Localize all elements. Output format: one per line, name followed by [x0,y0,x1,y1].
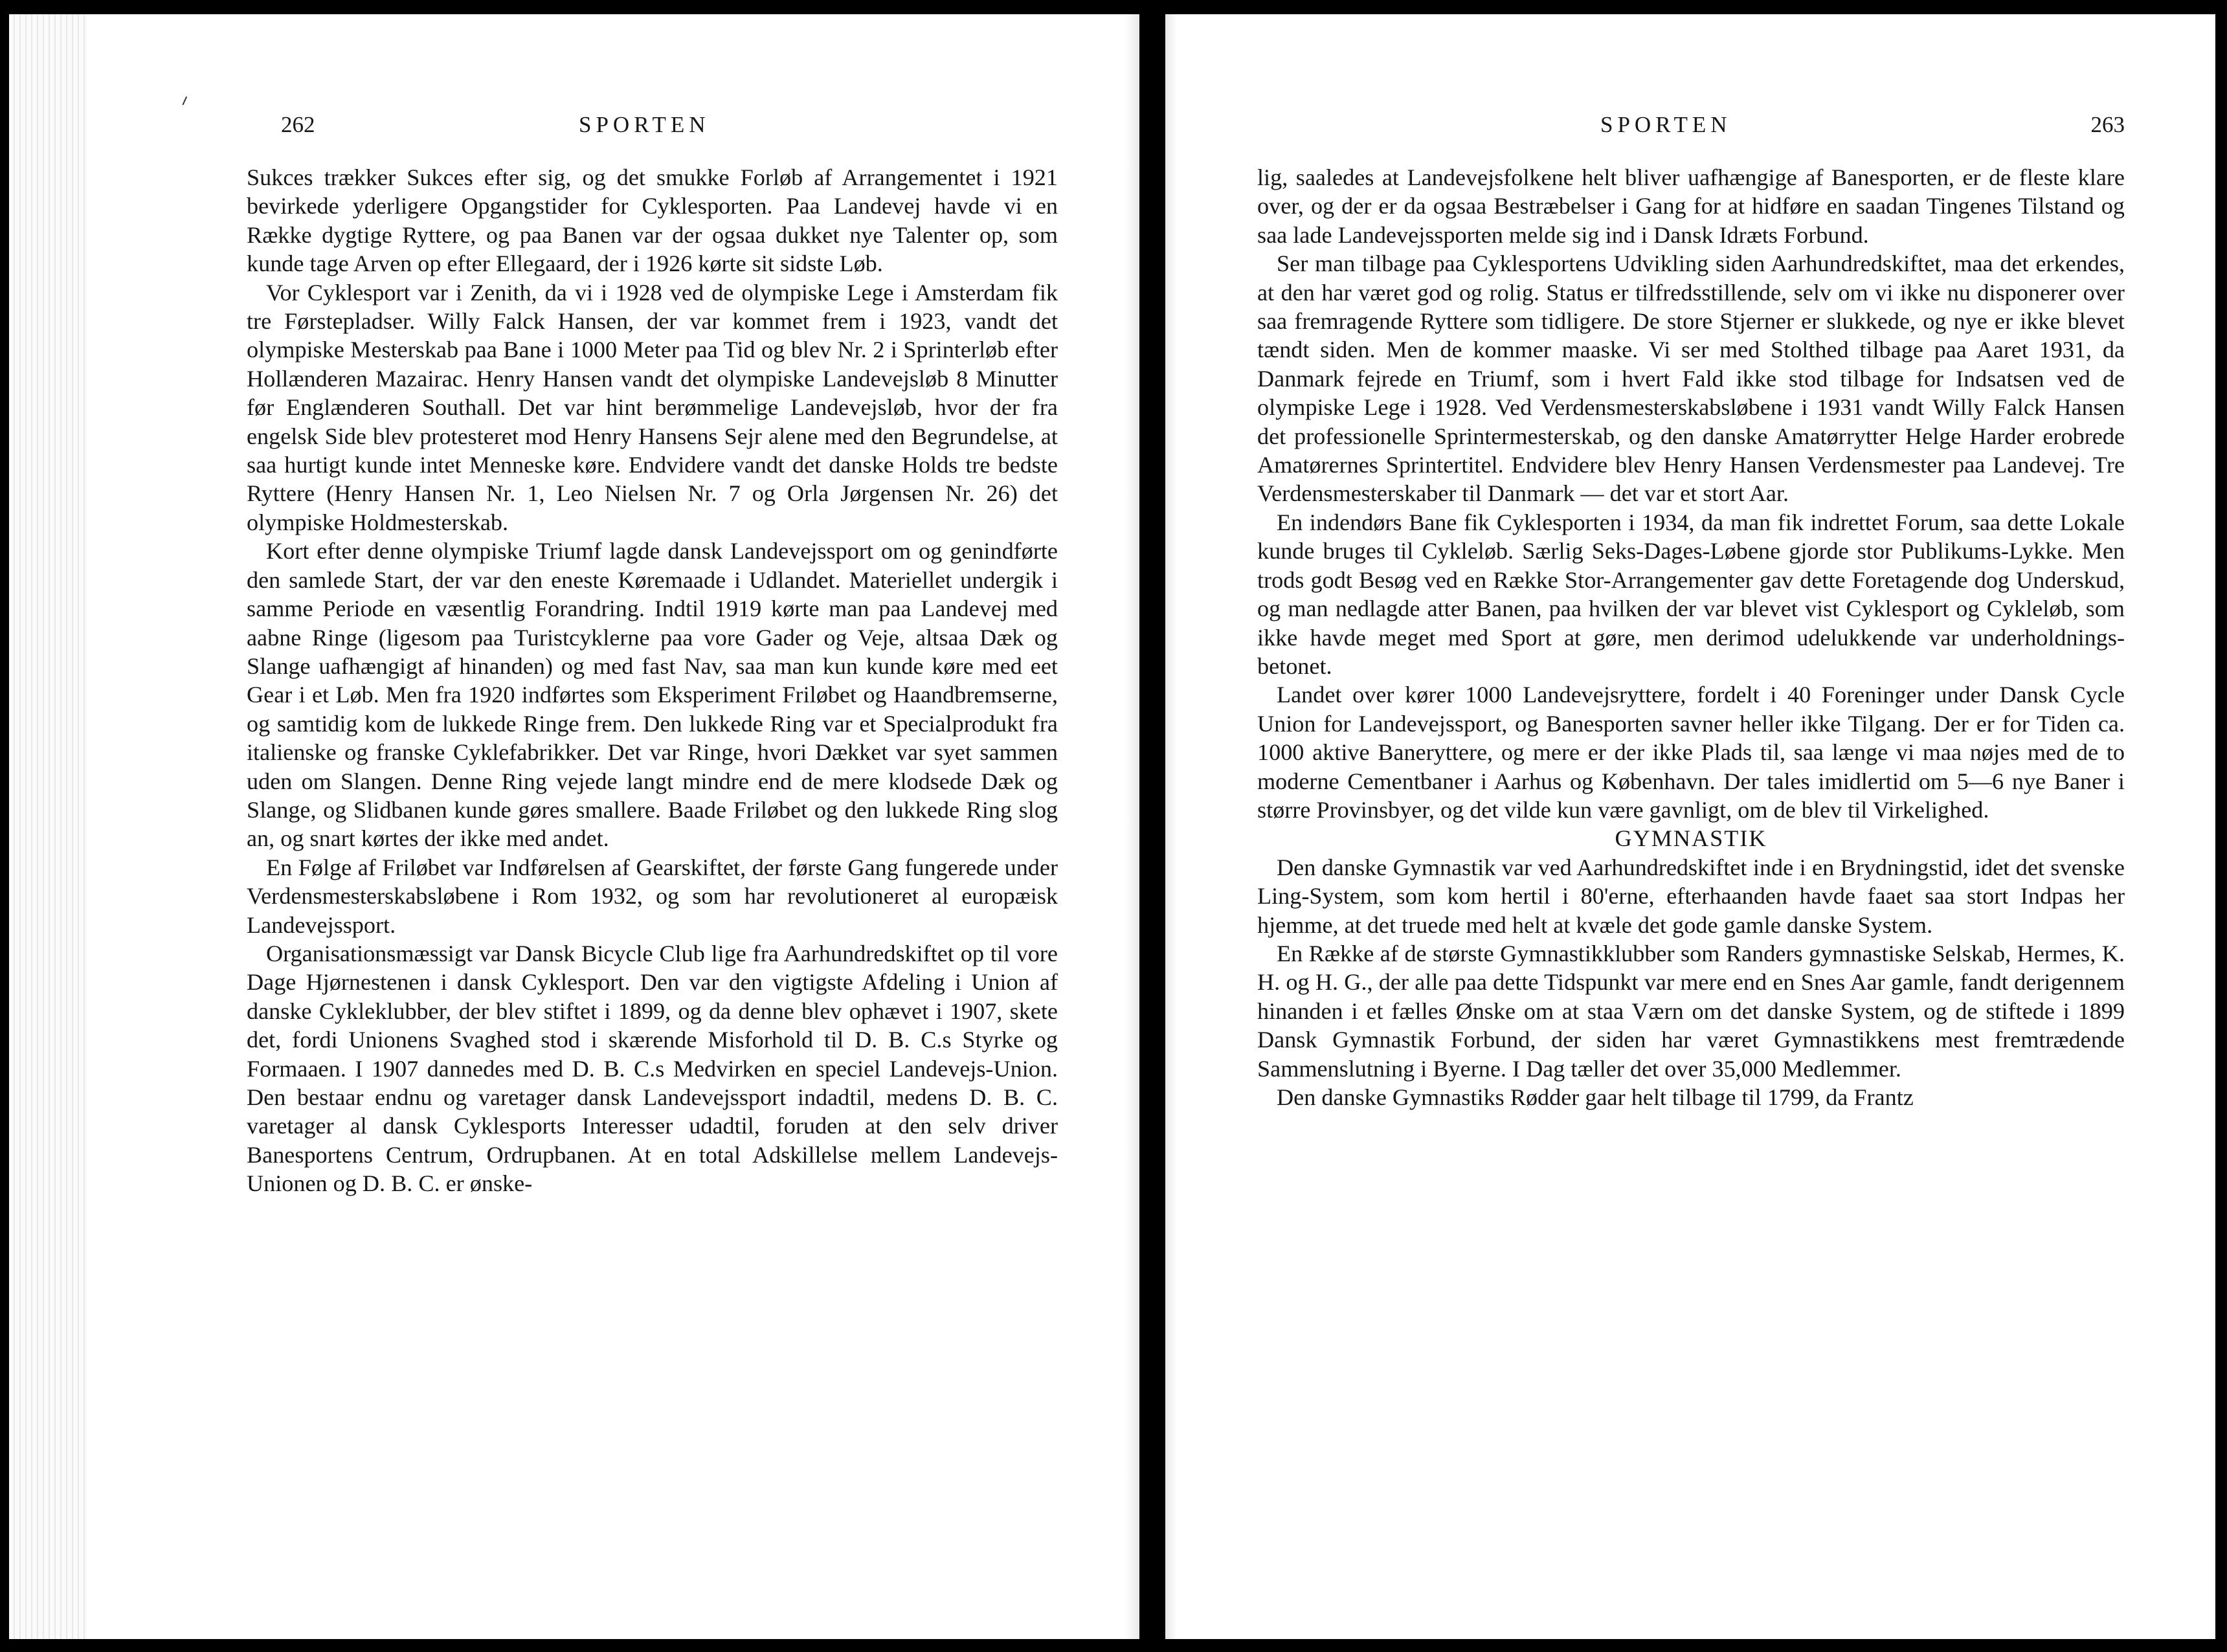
body-text [247,163,1058,1198]
left-page [9,14,1139,1639]
paragraph: lig, saaledes at Landevejsfolkene helt bliver uafhængige af Banesporten, er de fleste klare over, og der er da ogsaa Bestræbelser i Gang for at hidføre en saadan Tingenes Tilstand og saa lade Landevejssporten melde sig ind i Dansk Idræts Forbund. [1257,164,2125,248]
running-title: SPORTEN [579,112,710,137]
paragraph: Kort efter denne olympiske Triumf lagde dansk Landevejssport om og genindførte den samlede Start, der var den eneste Køremaade i Udlandet. Materiellet undergik i samme Periode en væsentlig Forandring. Indtil 1919 kørte man paa Landevej med aabne Ringe (ligesom paa Turistcyklerne paa vore Gader og Veje, altsaa Dæk og Slange uafhængigt af hinanden) og med fast Nav, saa man kun kunde køre med eet Gear i et Løb. Men fra 1920 indførtes som Eksperiment Friløbet og Haandbremserne, og samtidig kom de lukkede Ringe frem. Den lukkede Ring var et Specialprodukt fra italienske og franske Cyklefabrikker. Det var Ringe, hvori Dækket var syet sammen uden om Slangen. Denne Ring vejede langt mindre end de mere klodsede Dæk og Slange, og Slidbanen kunde gøres smallere. Baade Friløbet og den lukkede Ring slog an, og snart kørtes der ikke med andet. [247,538,1058,852]
running-header [1257,109,2125,141]
page-edge-stack [9,14,87,1639]
paragraph: Ser man tilbage paa Cyklesportens Udvikling siden Aarhundredskiftet, maa det erkendes, at den har været god og rolig. Status er tilfredsstillende, selv om vi ikke nu disponerer over saa fremragende Ryttere som tidligere. De store Stjerner er slukkede, og nye er ikke blevet tændt siden. Men de kommer maaske. Vi ser med Stolthed tilbage paa Aaret 1931, da Danmark fejrede en Triumf, som i hvert Fald ikke stod tilbage for Indsatsen ved de olympiske Lege i 1928. Ved Verdensmesterskabsløbene i 1931 vandt Willy Falck Hansen det professionelle Sprintermesterskab, og den danske Amatørrytter Helge Harder erobrede Amatørernes Sprintertitel. Endvidere blev Henry Hansen Verdensmester paa Landevej. Tre Verdensmesterskaber til Danmark — det var et stort Aar. [1257,251,2125,507]
paragraph: En Række af de største Gymnastikklubber som Randers gymnastiske Selskab, Hermes, K. H. og H. G., der alle paa dette Tidspunkt var mere end en Snes Aar gamle, fandt derigennem hinanden i et fælles Ønske om at staa Værn om det danske System, og de stiftede i 1899 Dansk Gymnastik Forbund, der siden har været Gymnastikkens mest fremtrædende Sammenslutning i Byerne. I Dag tæller det over 35,000 Medlemmer. [1257,940,2125,1082]
paragraph: Organisationsmæssigt var Dansk Bicycle Club lige fra Aarhundredskiftet op til vore Dage Hjørnestenen i dansk Cyklesport. Den var den vigtigste Afdeling i Union af danske Cykleklubber, der blev stiftet i 1899, og da denne blev ophævet i 1907, skete det, fordi Unionens Svaghed stod i skærende Misforhold til D. B. C.s Styrke og Formaaen. I 1907 dannedes med D. B. C.s Medvirken en speciel Landevejs-Union. Den bestaar endnu og varetager dansk Landevejssport indadtil, medens D. B. C. varetager al dansk Cyklesports Interesser udadtil, foruden at den selv driver Banesportens Centrum, Ordrupbanen. At en total Adskillelse mellem Landevejs-Unionen og D. B. C. er ønske- [247,940,1058,1197]
body-text [1257,163,2125,1111]
right-page [1165,14,2215,1639]
gutter-shadow [1165,14,1177,1639]
page-number: 263 [2090,112,2125,137]
running-title: SPORTEN [1600,112,1732,137]
running-header [281,109,1058,141]
section-heading: GYMNASTIK [1615,825,1767,852]
paragraph: En indendørs Bane fik Cyklesporten i 1934, da man fik indrettet Forum, saa dette Lokale kunde bruges til Cykleløb. Særlig Seks-Dages-Løbene gjorde stor Publikums-Lykke. Men trods godt Besøg ved en Række Stor-Arrangementer gav dette Foretagende dog Underskud, og man nedlagde atter Banen, paa hvilken der var blevet vist Cyklesport og Cykleløb, som ikke havde meget med Sport at gøre, men derimod udelukkende var underholdnings-betonet. [1257,509,2125,679]
page-number: 262 [281,112,315,137]
gutter-shadow [1125,14,1139,1639]
paragraph: Den danske Gymnastik var ved Aarhundredskiftet inde i en Brydningstid, idet det svenske Ling-System, som kom hertil i 80'erne, efterhaanden havde faaet saa stort Indpas her hjemme, at det truede med helt at kvæle det gode gamle danske System. [1257,854,2125,938]
paragraph: En Følge af Friløbet var Indførelsen af Gearskiftet, der første Gang fungerede under Verdensmesterskabsløbene i Rom 1932, og som har revolutioneret al europæisk Landevejssport. [247,854,1058,938]
paragraph: Vor Cyklesport var i Zenith, da vi i 1928 ved de olympiske Lege i Amsterdam fik tre Førstepladser. Willy Falck Hansen, der var kommet frem i 1923, vandt det olympiske Mesterskab paa Bane i 1000 Meter paa Tid og blev Nr. 2 i Sprinterløb efter Hollænderen Mazairac. Henry Hansen vandt det olympiske Landevejsløb 8 Minutter før Englænderen Southall. Det var hint berømmelige Landevejsløb, hvor der fra engelsk Side blev protesteret mod Henry Hansens Sejr alene med den Begrundelse, at saa hurtigt kunde intet Menneske køre. Endvidere vandt det danske Holds tre bedste Ryttere (Henry Hansen Nr. 1, Leo Nielsen Nr. 7 og Orla Jørgensen Nr. 26) det olympiske Holdmesterskab. [247,279,1058,535]
paragraph: Den danske Gymnastiks Rødder gaar helt tilbage til 1799, da Frantz [1277,1084,1914,1110]
paragraph: Landet over kører 1000 Landevejsryttere, fordelt i 40 Foreninger under Dansk Cycle Union for Landevejssport, og Banesporten savner heller ikke Tilgang. Der er for Tiden ca. 1000 aktive Baneryttere, og mere er der ikke Plads til, saa længe vi maa nøjes med de to moderne Cementbaner i Aarhus og København. Der tales imidlertid om 5—6 nye Baner i større Provinsbyer, og det vilde kun være gavnligt, om de blev til Virkelighed. [1257,682,2125,823]
paragraph: Sukces trækker Sukces efter sig, og det smukke Forløb af Arrangementet i 1921 bevirkede yderligere Opgangstider for Cyklesporten. Paa Landevej havde vi en Række dygtige Ryttere, og paa Banen var der ogsaa dukket nye Talenter op, som kunde tage Arven op efter Ellegaard, der i 1926 kørte sit sidste Løb. [247,164,1058,277]
margin-mark [182,96,190,107]
